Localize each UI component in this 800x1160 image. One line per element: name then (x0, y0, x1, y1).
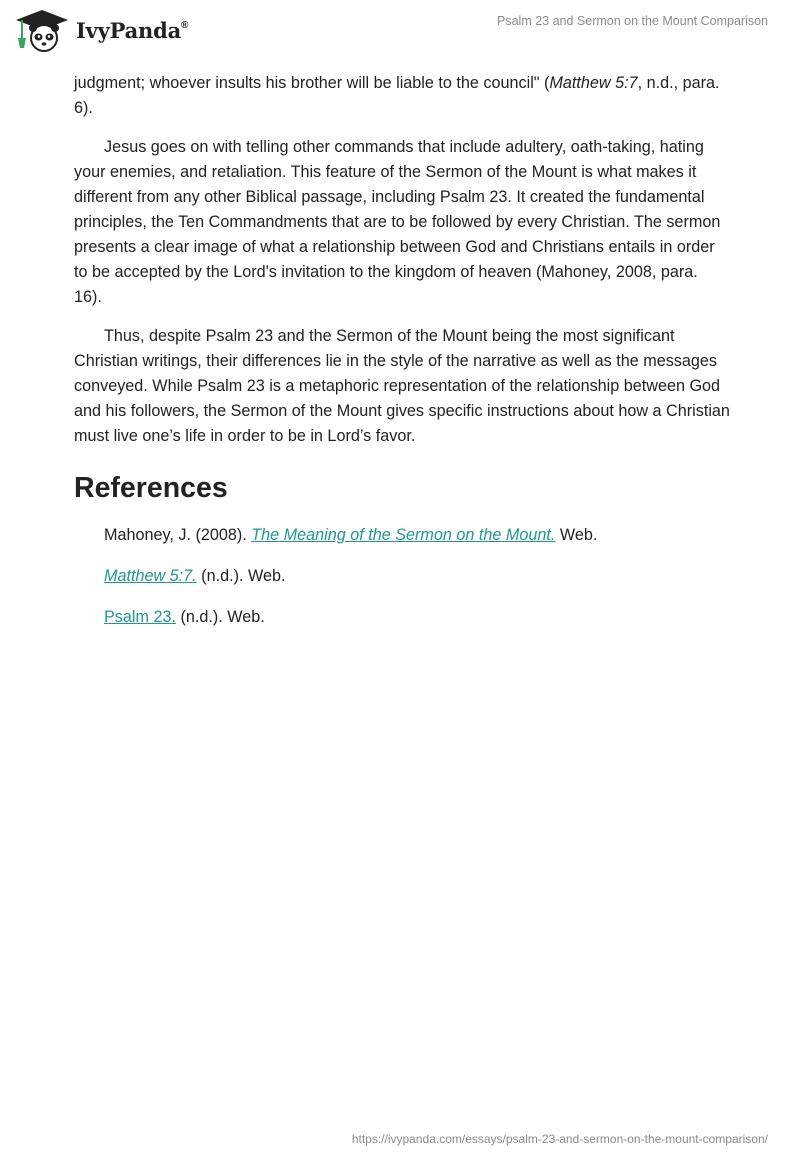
citation-matthew: Matthew 5:7 (549, 74, 638, 92)
reference-item: Matthew 5:7. (n.d.). Web. (104, 567, 286, 585)
registered-mark: ® (181, 19, 189, 31)
document-title: Psalm 23 and Sermon on the Mount Comparison (497, 14, 768, 28)
reference-link-matthew[interactable]: Matthew 5:7. (104, 567, 197, 585)
paragraph-conclusion: Thus, despite Psalm 23 and the Sermon of the Mount being the most significant Christian writings, their differences lie in the style of the narrative as well as the messages conveyed. While Psalm 23 is a metaphoric representation of the relationship between God and his followers, the Sermon of the Mount gives specific instructions about how a Christian must live one’s life in order to be in Lord’s favor. (74, 327, 730, 445)
paragraph-commands: Jesus goes on with telling other commands that include adultery, oath-taking, hating your enemies, and retaliation. This feature of the Sermon of the Mount is what makes it different from any other Biblical passage, including Psalm 23. It created the fundamental principles, the Ten Commandments that are to be followed by every Christian. The sermon presents a clear image of what a relationship between God and Christians entails in order to be accepted by the Lord's invitation to the kingdom of heaven (Mahoney, 2008, para. 16). (74, 138, 721, 306)
reference-item: Psalm 23. (n.d.). Web. (104, 608, 265, 626)
footer-url: https://ivypanda.com/essays/psalm-23-and-sermon-on-the-mount-comparison/ (351, 1132, 768, 1146)
references-heading: References (74, 472, 228, 504)
ivypanda-logo[interactable] (14, 8, 188, 52)
reference-item: Mahoney, J. (2008). The Meaning of the Sermon on the Mount. Web. (104, 526, 598, 544)
reference-link-psalm[interactable]: Psalm 23. (104, 608, 176, 626)
essay-content (74, 71, 730, 646)
paragraph-continuation: judgment; whoever insults his brother will be liable to the council" (Matthew 5:7, n.d., para. 6). (74, 74, 720, 117)
brand-name: IvyPanda® (76, 17, 189, 43)
page-header (0, 0, 800, 64)
panda-graduate-icon (14, 8, 70, 52)
reference-link-mahoney[interactable]: The Meaning of the Sermon on the Mount. (251, 526, 556, 544)
